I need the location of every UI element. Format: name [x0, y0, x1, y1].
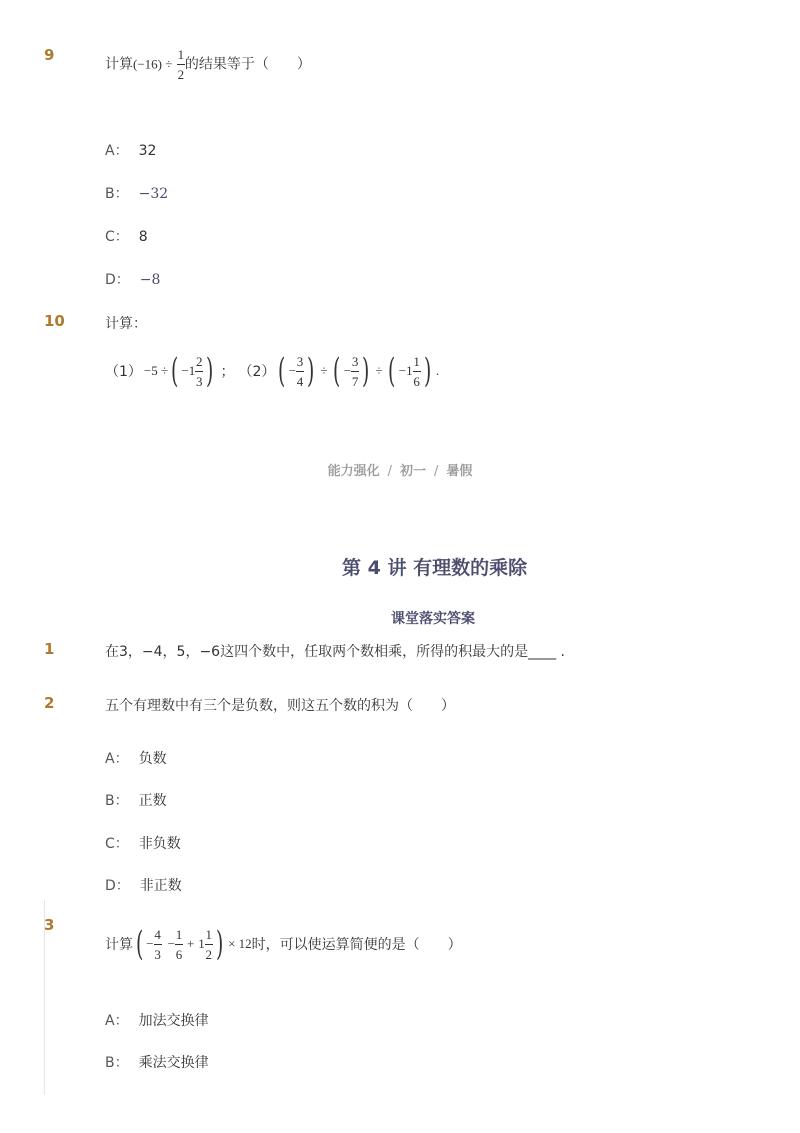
question-10-stem: 计算： — [105, 316, 147, 332]
option-a-value: 加法交换律 — [138, 1013, 209, 1029]
option-b-value: 正数 — [138, 793, 167, 809]
question-2-stem: 五个有理数中有三个是负数，则这五个数的积为（ ） — [105, 698, 455, 714]
question-number-10: 10 — [44, 312, 65, 330]
question-3-stem: 计算 ( − $\frac{4}{3}$ − $\frac{1}{6}$ + 1 $\frac{1}{2}$ ) × 12 时，可以使运算简便的是（ ） — [105, 924, 462, 964]
question-3-fraction-1: $\frac{4}{3}$ — [154, 926, 161, 962]
lecture-title: 第 4 讲 有理数的乘除 — [342, 557, 528, 579]
question-9-expr: (−16) ÷ — [133, 56, 173, 72]
option-c-value: 8 — [138, 229, 148, 245]
footer-part-1: 能力强化 — [327, 464, 380, 479]
option-d[interactable]: D： 非正数 — [105, 878, 182, 894]
option-c-value: 非负数 — [138, 836, 181, 852]
fraction-denominator: 2 — [177, 67, 185, 82]
question-3-prefix: 计算 — [105, 937, 133, 953]
option-a[interactable]: A： 负数 — [105, 751, 167, 767]
question-3-suffix: 时，可以使运算简便的是（ ） — [251, 937, 462, 953]
option-b[interactable]: B： −32 — [105, 186, 169, 202]
question-3-fraction-3: $\frac{1}{2}$ — [205, 926, 213, 962]
page-footer: 能力强化 / 初一 / 暑假 — [327, 464, 473, 479]
option-d-value: 非正数 — [139, 878, 182, 894]
option-a[interactable]: A： 加法交换律 — [105, 1013, 209, 1029]
question-number-9: 9 — [44, 46, 55, 64]
question-3-fraction-2: $\frac{1}{6}$ — [175, 926, 183, 962]
question-9-suffix: 的结果等于（ ） — [184, 56, 311, 73]
part-1-fraction: $\frac{2}{3}$ — [196, 353, 203, 389]
part-2-label: （2） — [238, 364, 276, 380]
footer-part-2: 初一 — [399, 464, 426, 479]
option-c[interactable]: C： 非负数 — [105, 836, 181, 852]
option-d[interactable]: D： −8 — [105, 272, 161, 288]
option-a-value: 32 — [138, 143, 157, 159]
part-2-fraction-2: $\frac{3}{7}$ — [351, 353, 359, 389]
option-b-value: −32 — [138, 186, 169, 202]
part-1-expr: −5 ÷ — [143, 363, 169, 378]
question-1-stem: 在3，−4，5，−6这四个数中，任取两个数相乘，所得的积最大的是____ . — [105, 644, 565, 660]
question-9-fraction — [177, 48, 185, 81]
part-2-fraction-1: $\frac{3}{4}$ — [296, 353, 304, 389]
option-b[interactable]: B： 乘法交换律 — [105, 1055, 209, 1071]
part-2-fraction-3: $\frac{1}{6}$ — [413, 353, 420, 389]
question-9-prefix: 计算 — [105, 56, 133, 73]
option-b[interactable]: B： 正数 — [105, 793, 167, 809]
option-b-value: 乘法交换律 — [138, 1055, 209, 1071]
option-c[interactable]: C： 8 — [105, 229, 148, 245]
section-subtitle: 课堂落实答案 — [391, 611, 475, 627]
part-1-label: （1） — [105, 364, 142, 380]
question-number-3: 3 — [44, 916, 55, 934]
option-a[interactable]: A： 32 — [105, 143, 157, 159]
footer-part-3: 暑假 — [446, 464, 473, 479]
option-d-value: −8 — [139, 272, 161, 288]
fraction-numerator: 1 — [177, 47, 185, 62]
option-a-value: 负数 — [138, 751, 167, 767]
question-10-expressions: （1） −5 ÷ ( −1 $\frac{2}{3}$ ) ； （2） ( − $\frac{3}{4}$ ) ÷ ( − $\frac{3}{7}$ ) ÷ ( −1 $\frac{1}{6}$ ) . — [105, 351, 440, 391]
question-number-2: 2 — [44, 694, 55, 712]
question-number-1: 1 — [44, 640, 55, 658]
question-9-stem — [105, 48, 311, 81]
